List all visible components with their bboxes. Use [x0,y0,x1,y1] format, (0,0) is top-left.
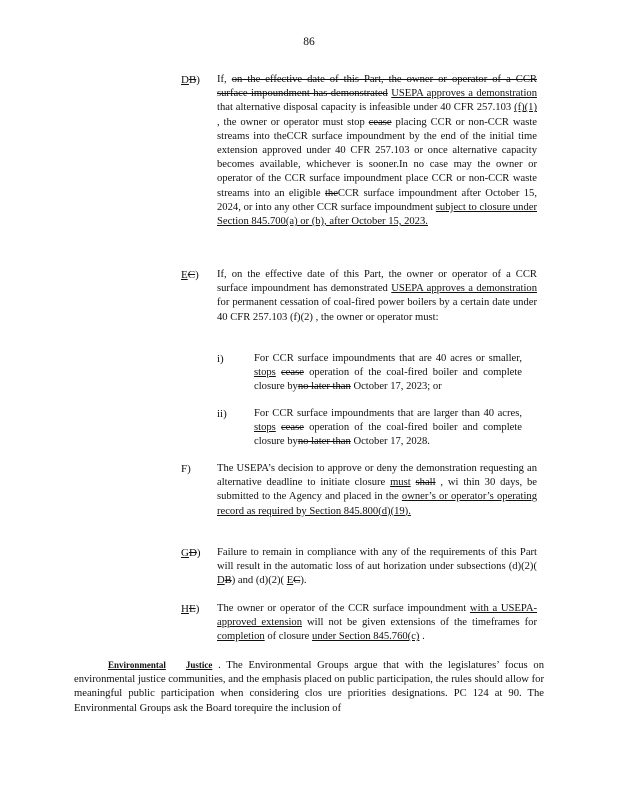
inserted-text: (f)(1) [514,102,537,114]
deleted-text: cease [280,422,304,434]
text-run: The owner or operator of the CCR surface impoundment [217,603,470,614]
text-run: If, on the effective date of this Part, the owner or operator of a CCR surface impoundment has demonstrated [217,269,537,295]
label-inserted: D [181,74,189,86]
item-label [181,602,199,616]
label-deleted: D [188,547,197,559]
inserted-text: USEPA approves a demonstration [391,88,537,100]
sub-item-text [254,407,522,450]
item-label [181,268,199,282]
text-run: , the owner or operator must stop [217,116,369,128]
text-run: For CCR surface impoundments that are 40 acres or smaller, [254,353,522,364]
environmental-justice-paragraph [74,658,544,716]
sub-item-label: i) [217,353,224,365]
inserted-text: must [390,477,411,489]
item-label [181,546,201,560]
deleted-text: no later than [297,436,351,448]
item-text [217,73,537,229]
inserted-text: completion [217,631,265,643]
inserted-text: under Section 845.760(c) [312,631,420,643]
label-inserted: G [181,547,189,559]
label-paren: ) [196,547,201,559]
item-label: F) [181,463,191,475]
section-heading: Environmental [108,660,166,670]
text-run: The USEPA’s decision to approve or deny the demonstration requesting an alternative deadline to initiate closure [217,463,537,489]
section-heading: Justice [185,660,213,670]
label-deleted: E [188,603,196,615]
label-paren: ) [196,74,200,86]
text-run: If, [217,74,232,85]
item-text [217,268,537,325]
text-run: Failure to remain in compliance with any of the requirements of this Part will result in the automatic loss of aut horization under subsections (d)(2)( [217,547,537,573]
sub-item-label: ii) [217,408,227,420]
text-run: October 17, 2023; or [350,381,442,393]
inserted-text: with a USEPA-approved extension [217,603,538,629]
paragraph-body: . The Environmental Groups argue that with the legislatures’ focus on environmental justice communities, and the emphasis placed on public participation, the rules should allow for meaningful public participation when considering clos ure priorities designations. PC 124 at 90. The Environmental Groups ask the Board torequire the inclusion of [74,660,544,714]
label-inserted: H [181,603,189,615]
inserted-text: owner’s or operator’s operating record as required by Section 845.800(d)(19). [217,491,537,517]
text-run: that alternative disposal capacity is infeasible under 40 CFR 257.103 [217,102,515,114]
item-text [217,462,537,519]
deleted-text: cease [368,116,392,128]
item-text [217,602,537,645]
text-run: . [419,631,425,643]
inserted-text: subject to closure under Section 845.700(a) or (b), after October 15, 2023. [217,201,537,228]
text-run: CCR surface impoundment after October 15, 2024, or into any other CCR surface impoundment [217,187,537,213]
page-number: 86 [303,36,315,48]
label-paren: ) [195,269,199,281]
sub-item-text [254,352,522,395]
inserted-text: stops [254,422,276,434]
deleted-text: the [324,187,338,199]
deleted-text: on the effective date of this Part, the owner or operator of a CCR surface impoundment has demonstrated [217,74,537,100]
text-run: For CCR surface impoundments that are larger than 40 acres, [254,408,522,419]
text-run: , wi thin 30 days, be submitted to the Agency and placed in the [217,477,537,503]
text-run: will not be given extensions of the timeframes for [302,617,537,629]
label-paren: ) [195,603,200,615]
inserted-text: D [217,575,225,587]
text-run: of closure [264,631,313,643]
text-run: ). [300,575,307,587]
inserted-text: USEPA approves a demonstration [391,283,538,295]
text-run: operation of the coal-fired boiler and complete closure by [254,367,522,393]
deleted-text: shall [415,477,436,489]
inserted-text: E [286,575,294,587]
text-run: October 17, 2028. [350,436,430,448]
label-inserted: E [181,269,188,281]
label-deleted: B [188,74,197,86]
label-deleted: C [187,269,196,281]
text-run: for permanent cessation of coal-fired power boilers by a certain date under 40 CFR 257.103 (f)(2) , the owner or operator must: [217,297,537,323]
deleted-text: B [224,575,232,587]
deleted-text: no later than [297,381,351,393]
deleted-text: C [293,575,301,587]
text-run: ) and (d)(2)( [231,575,287,587]
deleted-text: cease [280,367,304,379]
inserted-text: stops [254,367,276,379]
text-run: placing CCR or non-CCR waste streams into theCCR surface impoundment by the end of the initial time extension approved under 40 CFR 257.103 or once alternative capacity becomes available, whichever is sooner.In no case may the owner or operator of the CCR surface impoundment place CCR or non-CCR waste streams into an eligible [217,116,537,199]
item-text [217,546,537,589]
text-run: operation of the coal-fired boiler and complete closure by [254,422,522,448]
item-label [181,73,200,87]
